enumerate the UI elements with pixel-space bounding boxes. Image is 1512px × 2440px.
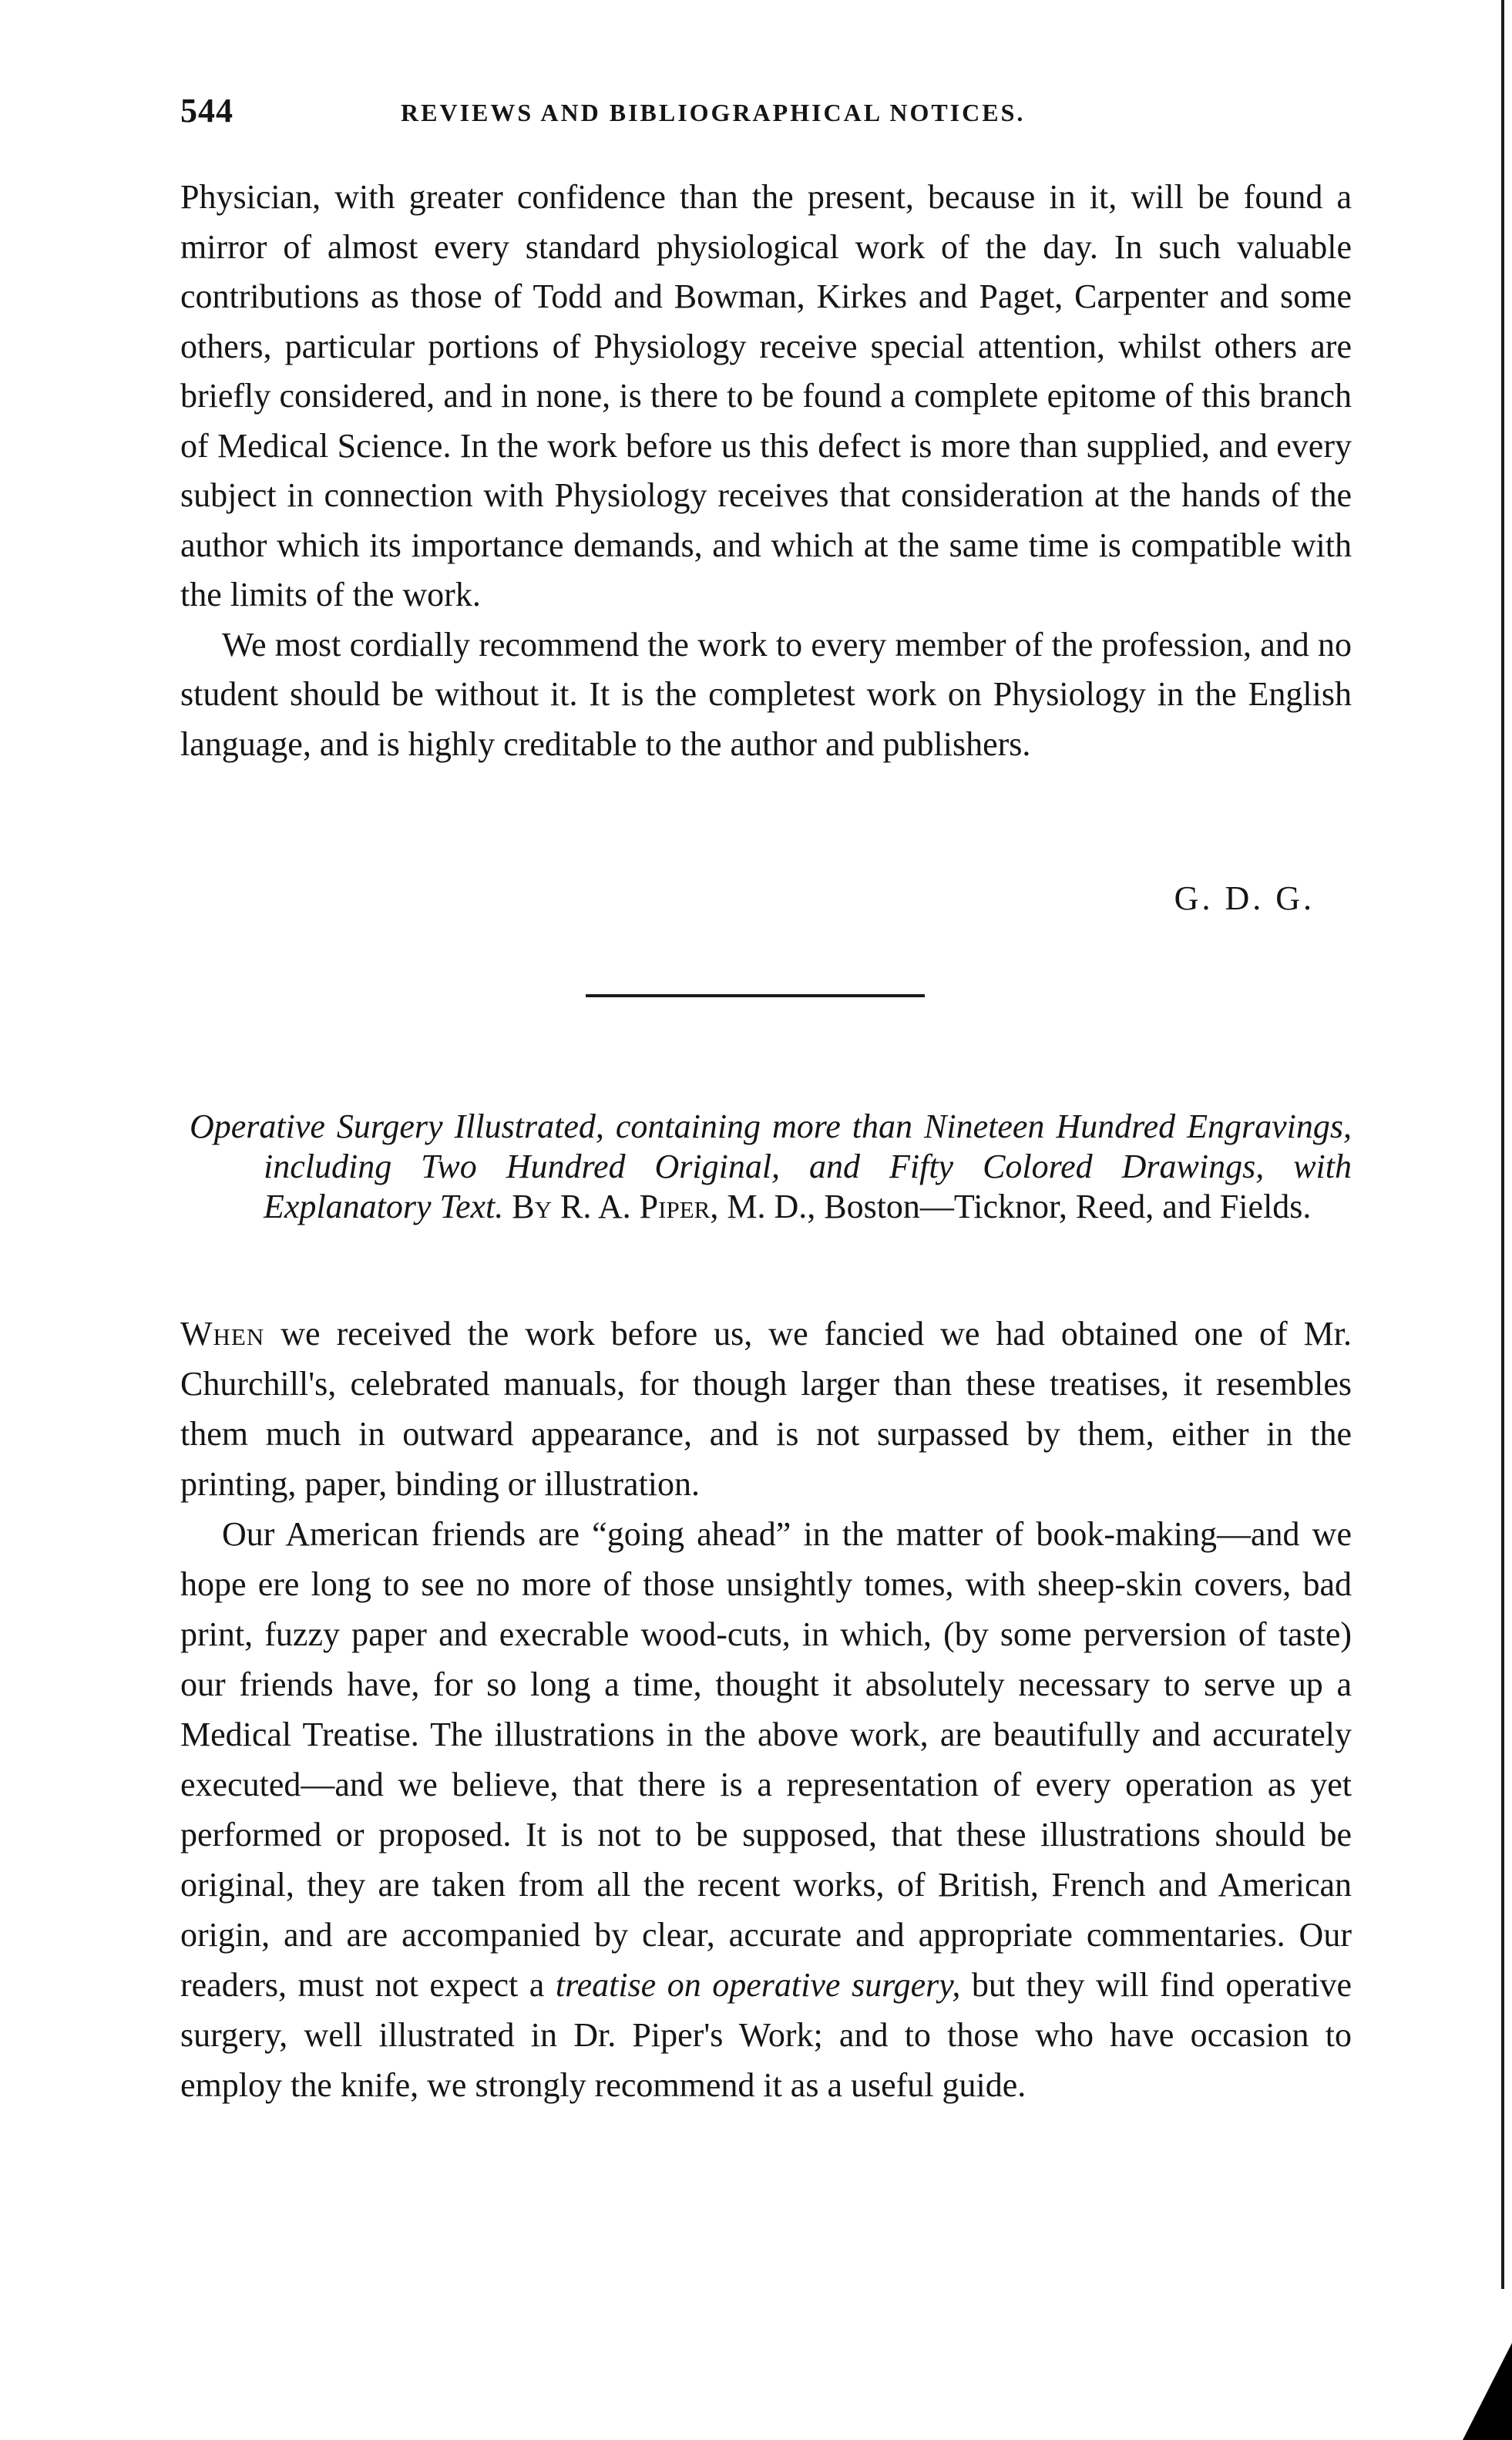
page-header xyxy=(180,91,1352,137)
review-two-paragraph-2 xyxy=(180,1509,1352,2110)
citation-author: R. A. Piper, M. D., xyxy=(559,1188,816,1225)
review-two-paragraph-2-text-b: but they will find operative surgery, well illustrated in Dr. Piper's Work; and to those who have occasion to employ the knife, we strongly recommend it as a useful guide. xyxy=(180,1966,1352,2104)
review-one-body xyxy=(180,173,1352,769)
review-one-paragraph-2: We most cordially recommend the work to every member of the profession, and no student should be without it. It is the completest work on Physiology in the English language, and is highly creditable to the author and publishers. xyxy=(180,625,1352,763)
review-two-body xyxy=(180,1309,1352,2110)
review-one-signature: G. D. G. xyxy=(1174,879,1315,917)
review-two-lead-word: When xyxy=(180,1315,265,1353)
citation-by: By xyxy=(512,1188,552,1225)
review-one-paragraph-1: Physician, with greater confidence than the present, because in it, will be found a mirror of almost every standard physiological work of the day. In such valuable contributions as those of Todd and Bowman, Kirkes and Paget, Carpenter and some others, particular portions of Physiology receive special attention, whilst others are briefly considered, and in none, is there to be found a complete epitome of this branch of Medical Science. In the work before us this defect is more than supplied, and every subject in connection with Physiology receives that consideration at the hands of the author which its importance demands, and which at the same time is compatible with the limits of the work. xyxy=(180,178,1352,613)
citation-publisher: Boston—Ticknor, Reed, and Fields. xyxy=(824,1188,1312,1225)
review-two-paragraph-1 xyxy=(180,1309,1352,1509)
page-number: 544 xyxy=(180,92,234,129)
section-divider xyxy=(586,994,925,997)
review-two-emphasis: treatise on operative surgery, xyxy=(555,1966,961,2004)
page-edge-line xyxy=(1501,0,1504,2289)
citation-title: Operative Surgery Illustrated, containing more than Nineteen Hundred Engravings, including Two Hundred Original, and Fifty Colored Drawings, with Explanatory Text. xyxy=(190,1107,1352,1225)
review-two-paragraph-2-text-a: Our American friends are “going ahead” in the matter of book-making—and we hope ere long to see no more of those unsightly tomes, with sheep-skin covers, bad print, fuzzy paper and execrable wood-cuts, in which, (by some perversion of taste) our friends have, for so long a time, thought it absolutely necessary to serve up a Medical Treatise. The illustrations in the above work, are beautifully and accurately executed—and we believe, that there is a representation of every operation as yet performed or proposed. It is not to be supposed, that these illustrations should be original, they are taken from all the recent works, of British, French and American origin, and are accompanied by clear, accurate and appropriate commentaries. Our readers, must not expect a xyxy=(180,1515,1352,2004)
citation-entry xyxy=(190,1107,1352,1227)
review-two-paragraph-1-text: we received the work before us, we fancied we had obtained one of Mr. Churchill's, celebrated manuals, for though larger than these treatises, it resembles them much in outward appearance, and is not surpassed by them, either in the printing, paper, binding or illustration. xyxy=(180,1315,1352,1503)
review-two-citation xyxy=(190,1107,1352,1227)
page-corner-mark xyxy=(1463,2343,1512,2440)
running-head: REVIEWS AND BIBLIOGRAPHICAL NOTICES. xyxy=(401,99,1026,126)
